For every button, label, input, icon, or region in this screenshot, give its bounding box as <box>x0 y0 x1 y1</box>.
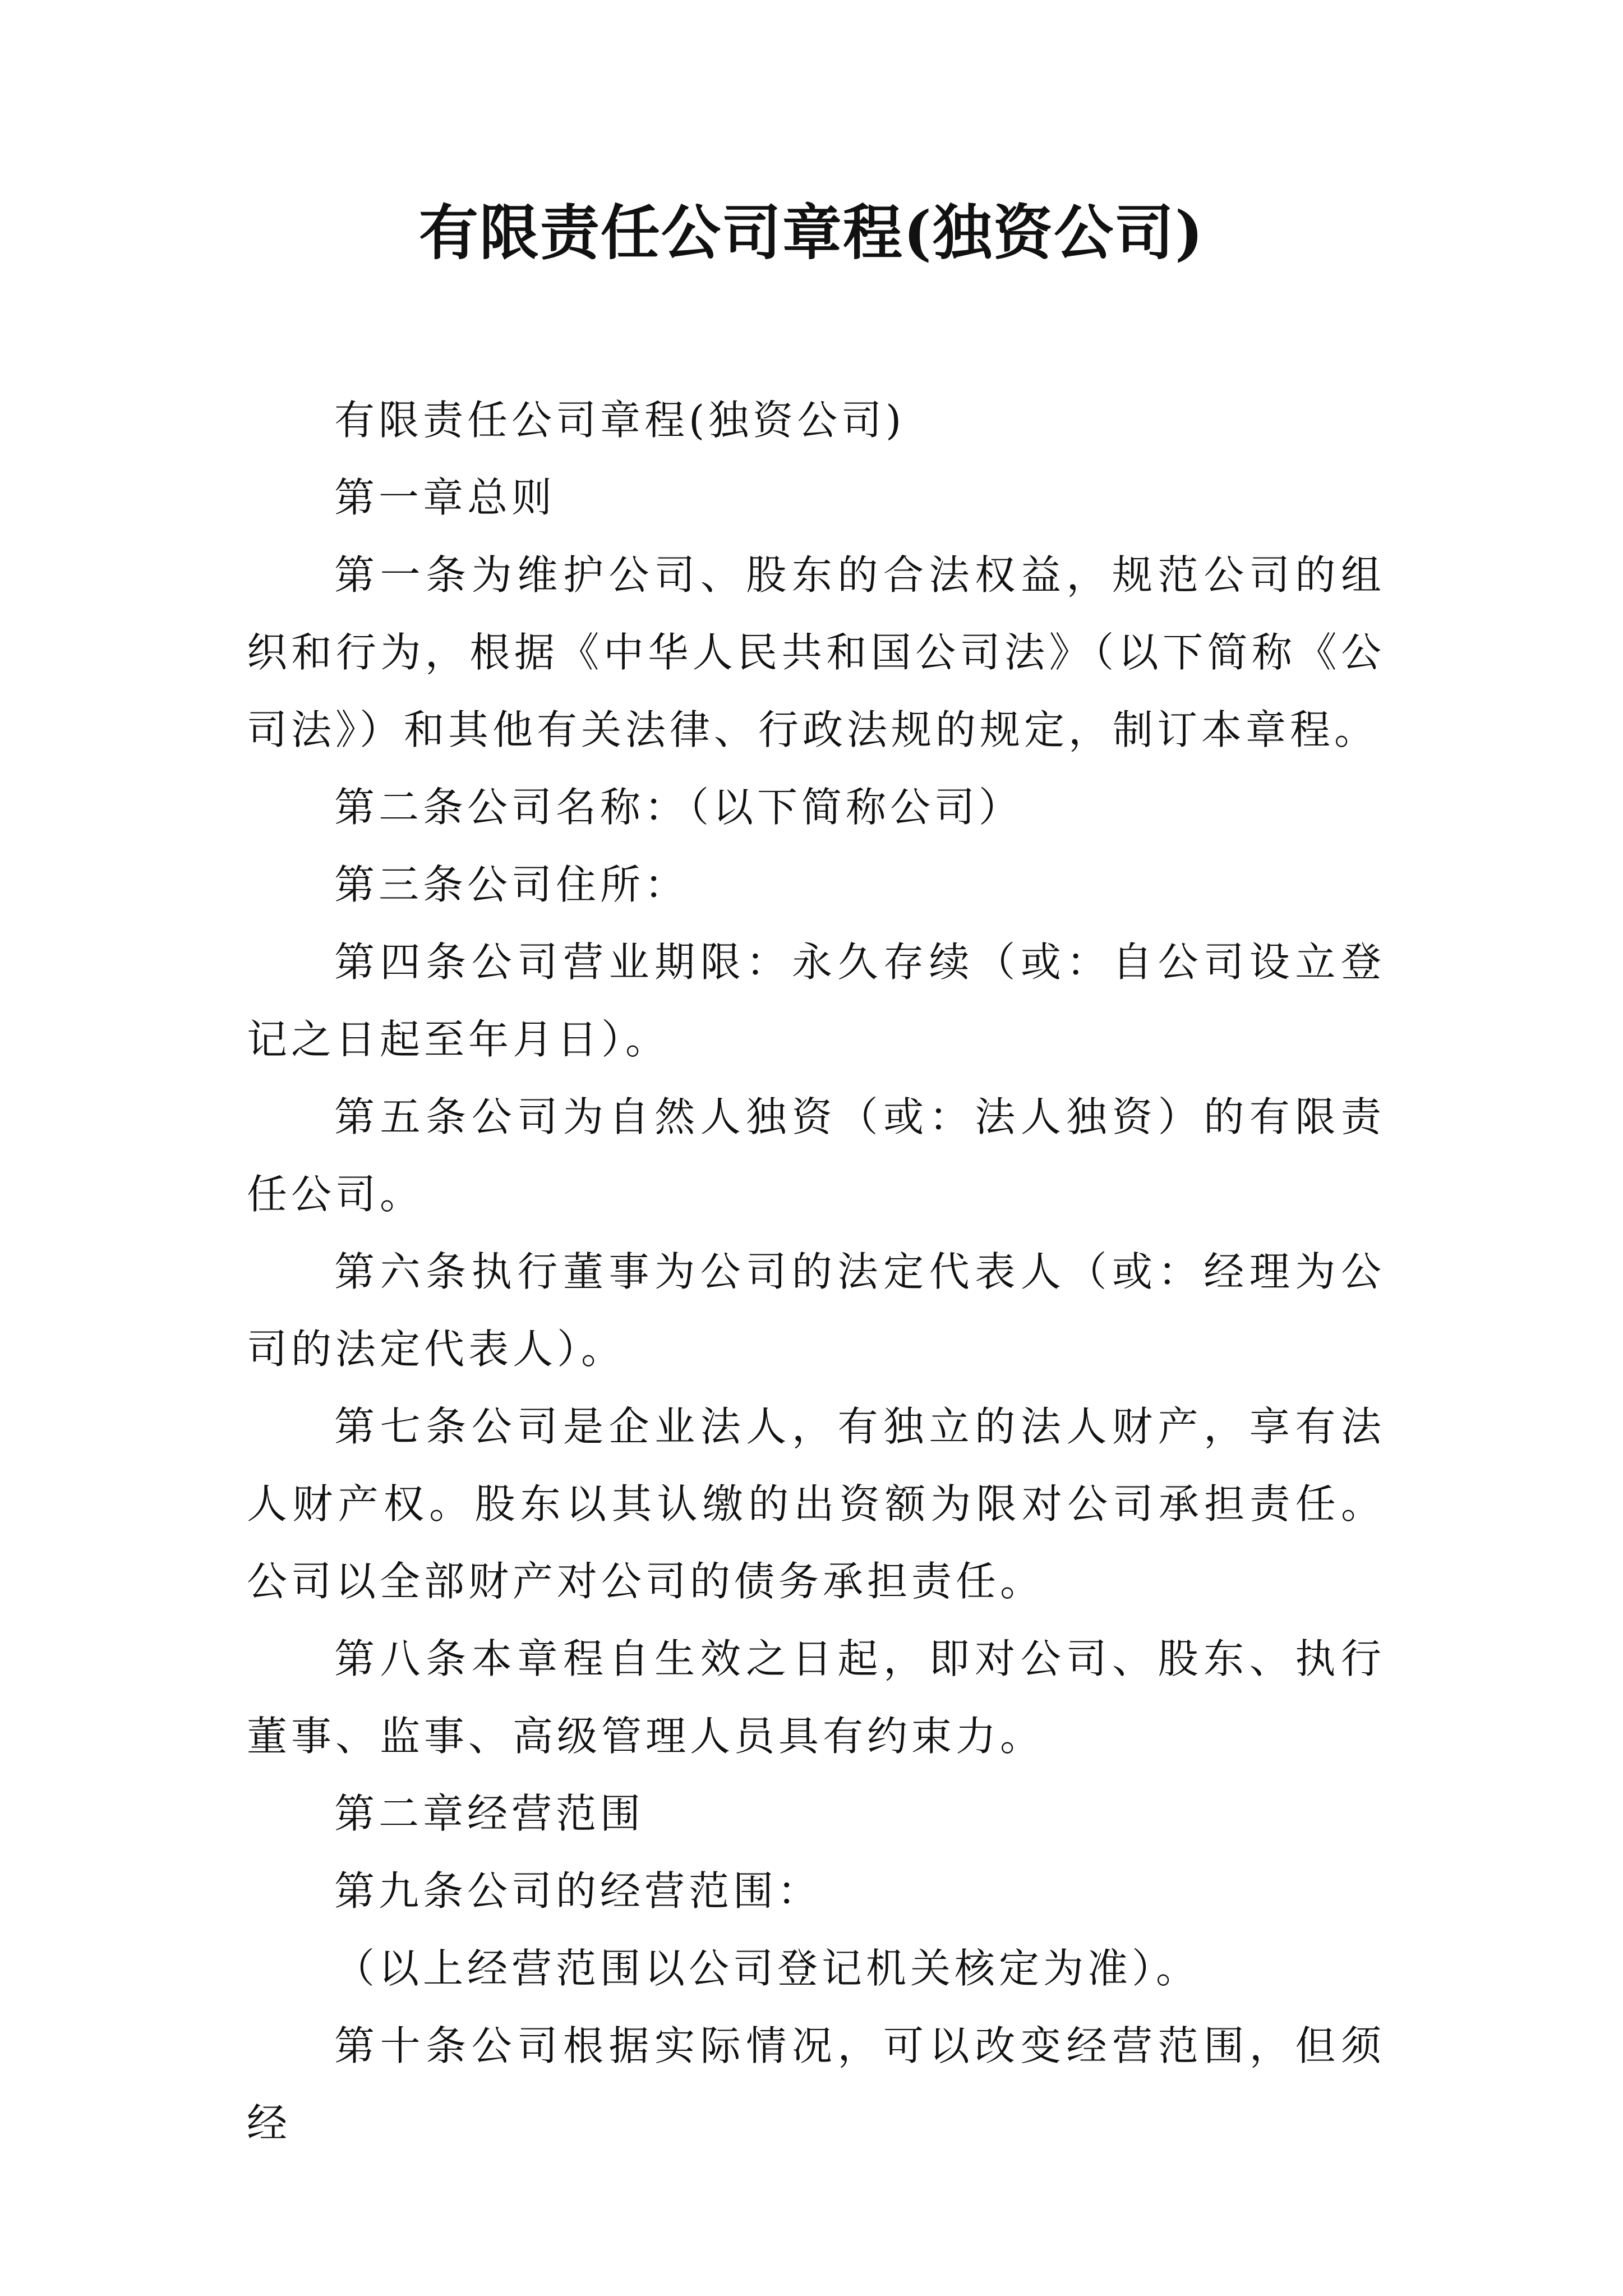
article-5: 第五条公司为自然人独资（或：法人独资）的有限责任公司。 <box>247 1093 1385 1218</box>
business-scope-note: （以上经营范围以公司登记机关核定为准）。 <box>334 1945 1201 1992</box>
article-10: 第十条公司根据实际情况，可以改变经营范围，但须经 <box>247 2022 1385 2147</box>
article-8: 第八条本章程自生效之日起，即对公司、股东、执行董事、监事、高级管理人员具有约束力。 <box>247 1635 1385 1760</box>
article-3: 第三条公司住所： <box>334 861 689 908</box>
article-6: 第六条执行董事为公司的法定代表人（或：经理为公司的法定代表人）。 <box>247 1248 1385 1373</box>
document-title: 有限责任公司章程(独资公司) <box>418 197 1205 268</box>
chapter-2-heading: 第二章经营范围 <box>334 1790 645 1837</box>
chapter-1-heading: 第一章总则 <box>334 474 556 521</box>
article-2: 第二条公司名称：（以下简称公司） <box>334 784 1023 831</box>
article-7: 第七条公司是企业法人，有独立的法人财产，享有法人财产权。股东以其认缴的出资额为限对公司承担责任。公司以全部财产对公司的债务承担责任。 <box>247 1403 1385 1605</box>
paragraph-heading-repeat: 有限责任公司章程(独资公司) <box>334 397 906 444</box>
article-1: 第一条为维护公司、股东的合法权益，规范公司的组织和行为，根据《中华人民共和国公司法》（以下简称《公司法》）和其他有关法律、行政法规的规定，制订本章程。 <box>247 551 1385 753</box>
article-9: 第九条公司的经营范围： <box>334 1867 822 1915</box>
document-body <box>247 381 1385 2162</box>
article-4: 第四条公司营业期限：永久存续（或：自公司设立登记之日起至年月日）。 <box>247 938 1385 1063</box>
